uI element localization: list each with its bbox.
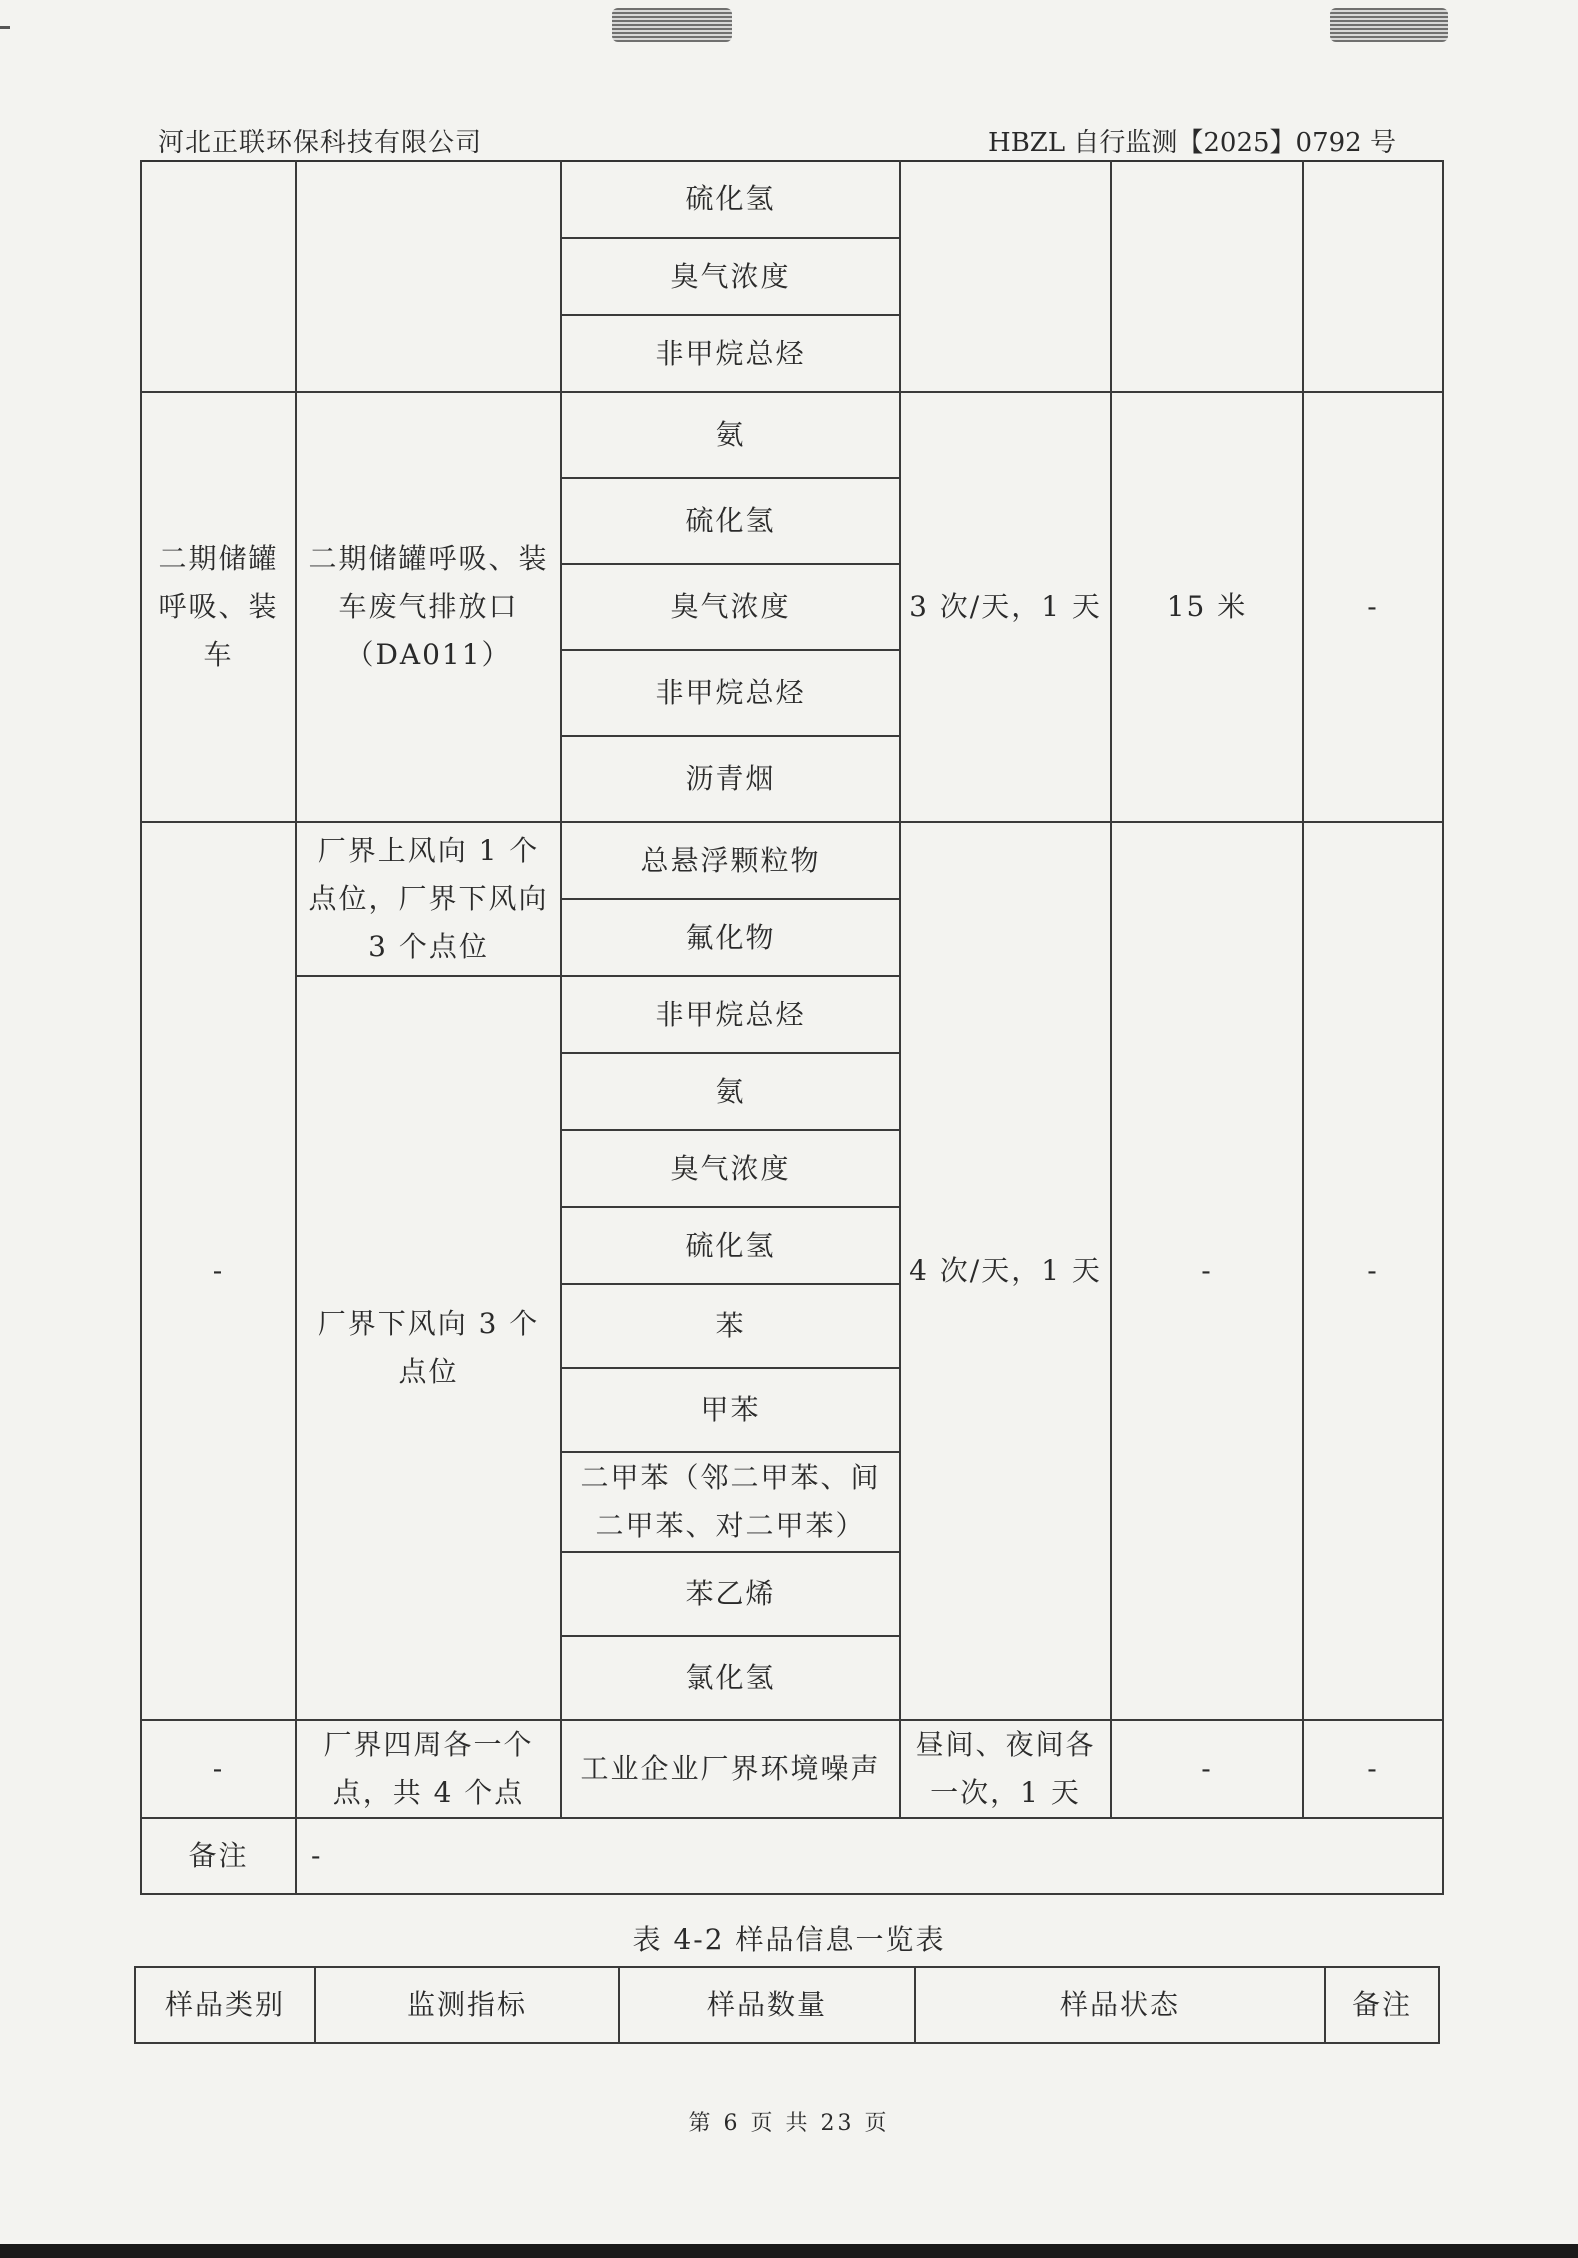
cell-item: 臭气浓度 xyxy=(561,564,900,650)
cell-item: 氯化氢 xyxy=(561,1636,900,1720)
cell-item: 总悬浮颗粒物 xyxy=(561,822,900,899)
cell-item: 甲苯 xyxy=(561,1368,900,1452)
cell-item: 非甲烷总烃 xyxy=(561,315,900,392)
cell-item: 硫化氢 xyxy=(561,160,900,238)
header-state: 样品状态 xyxy=(915,1967,1325,2043)
monitoring-table xyxy=(140,160,1444,1895)
cell-item: 氨 xyxy=(561,392,900,478)
scan-edge xyxy=(0,2244,1578,2258)
scan-tick xyxy=(0,26,10,29)
table-caption: 表 4-2 样品信息一览表 xyxy=(632,1923,946,1956)
cell-frequency-cont xyxy=(900,160,1111,392)
cell-item: 硫化氢 xyxy=(561,478,900,564)
cell-height: - xyxy=(1111,1720,1303,1818)
scan-artifact-right xyxy=(1330,8,1448,42)
cell-point: 厂界下风向 3 个点位 xyxy=(296,976,561,1720)
cell-point: 厂界四周各一个点，共 4 个点 xyxy=(296,1720,561,1818)
company-name: 河北正联环保科技有限公司 xyxy=(158,128,483,158)
cell-item: 非甲烷总烃 xyxy=(561,976,900,1053)
cell-item: 氟化物 xyxy=(561,899,900,976)
cell-source-cont xyxy=(141,160,296,392)
cell-frequency: 3 次/天，1 天 xyxy=(900,392,1111,822)
cell-source: - xyxy=(141,822,296,1720)
cell-source: 二期储罐呼吸、装车 xyxy=(141,392,296,822)
cell-remark-cont xyxy=(1303,160,1443,392)
header-quantity: 样品数量 xyxy=(619,1967,915,2043)
cell-item: 工业企业厂界环境噪声 xyxy=(561,1720,900,1818)
cell-point: 厂界上风向 1 个点位，厂界下风向 3 个点位 xyxy=(296,822,561,976)
cell-item: 臭气浓度 xyxy=(561,1130,900,1207)
cell-item: 二甲苯（邻二甲苯、间二甲苯、对二甲苯） xyxy=(561,1452,900,1552)
sample-info-table xyxy=(134,1966,1440,2044)
note-value: - xyxy=(296,1818,1443,1894)
scan-artifact-left xyxy=(612,8,732,42)
cell-frequency: 4 次/天，1 天 xyxy=(900,822,1111,1720)
cell-point-cont xyxy=(296,160,561,392)
cell-item: 沥青烟 xyxy=(561,736,900,822)
cell-point: 二期储罐呼吸、装车废气排放口（DA011） xyxy=(296,392,561,822)
note-label: 备注 xyxy=(141,1818,296,1894)
cell-item: 苯乙烯 xyxy=(561,1552,900,1636)
cell-height-cont xyxy=(1111,160,1303,392)
report-number: HBZL 自行监测【2025】0792 号 xyxy=(988,128,1396,158)
cell-remark: - xyxy=(1303,822,1443,1720)
cell-source: - xyxy=(141,1720,296,1818)
header-sample-type: 样品类别 xyxy=(135,1967,315,2043)
cell-height: - xyxy=(1111,822,1303,1720)
cell-item: 臭气浓度 xyxy=(561,238,900,315)
cell-item: 硫化氢 xyxy=(561,1207,900,1284)
header-indicator: 监测指标 xyxy=(315,1967,619,2043)
cell-remark: - xyxy=(1303,392,1443,822)
cell-frequency: 昼间、夜间各一次，1 天 xyxy=(900,1720,1111,1818)
page-number: 第 6 页 共 23 页 xyxy=(688,2111,890,2136)
cell-item: 非甲烷总烃 xyxy=(561,650,900,736)
cell-item: 氨 xyxy=(561,1053,900,1130)
cell-remark: - xyxy=(1303,1720,1443,1818)
header-remark: 备注 xyxy=(1325,1967,1439,2043)
cell-item: 苯 xyxy=(561,1284,900,1368)
cell-height: 15 米 xyxy=(1111,392,1303,822)
